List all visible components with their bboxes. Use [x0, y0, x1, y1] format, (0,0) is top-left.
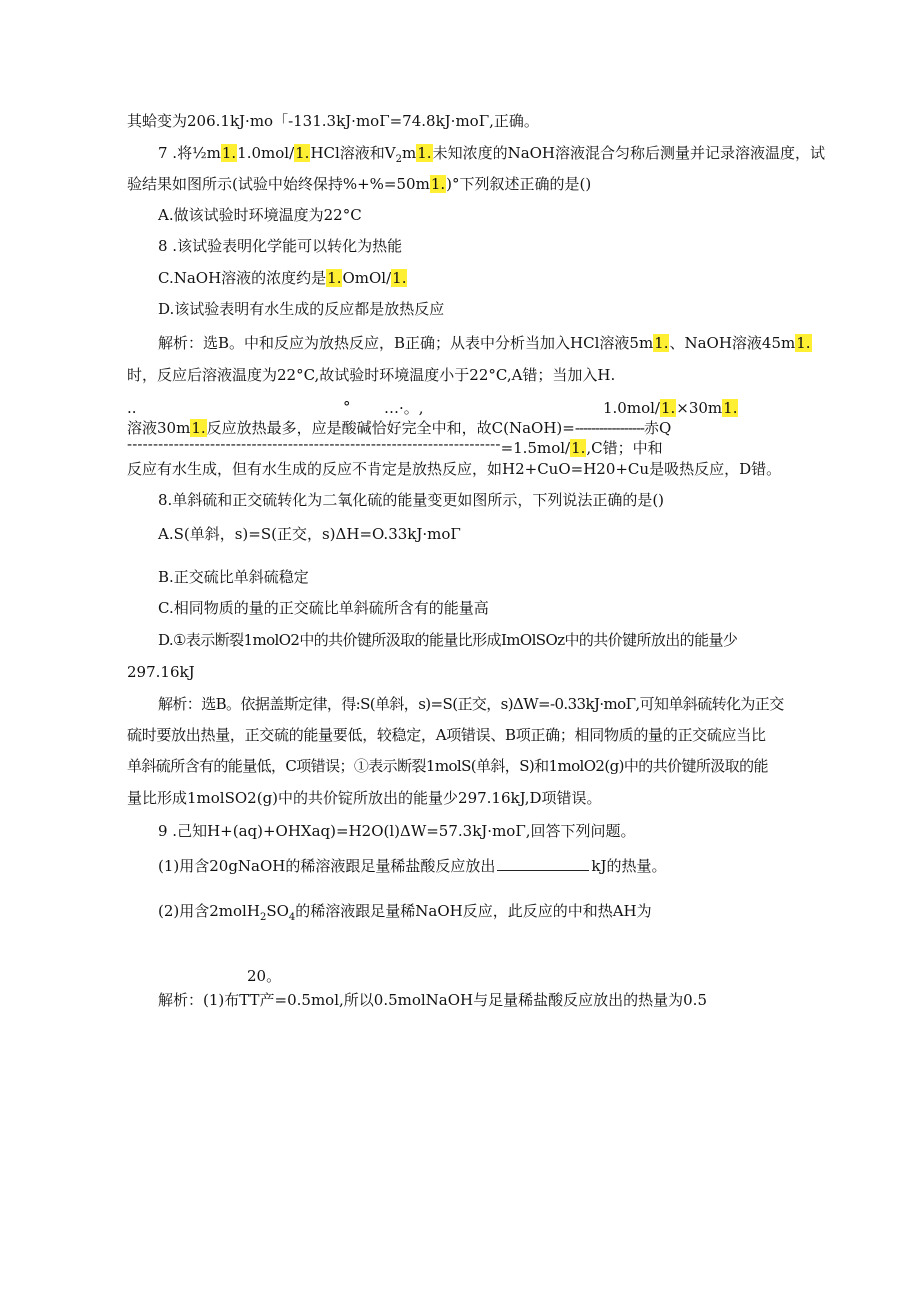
line-text: ,C错；中和 — [586, 439, 663, 457]
line-text: A.S(单斜，s)=S(正交，s)ΔH=O.33kJ·moΓ — [158, 525, 461, 543]
line-text: 解析：选B。依据盖斯定律，得:S(单斜，s)=S(正交，s)ΔW=-0.33kJ·moΓ,可知单斜硫转化为正交 — [158, 695, 784, 713]
option-d — [158, 299, 444, 319]
fragment-line — [343, 397, 351, 417]
line-text: )°下列叙述正确的是() — [446, 175, 592, 193]
line-text: C.相同物质的量的正交硫比单斜硫所含有的能量高 — [158, 599, 489, 617]
option-a — [158, 205, 362, 225]
option-b — [158, 236, 402, 256]
option-c — [158, 598, 489, 618]
line-text: 反应放热最多，应是酸碱恰好完全中和，故C(NaOH)= — [206, 419, 575, 437]
line-text: 赤Q — [644, 419, 672, 437]
answer-blank — [497, 856, 589, 871]
line-text: D.①表示断裂1molO2中的共价键所汲取的能量比形成ImOlSOz中的共价键所放出的能量少 — [158, 631, 738, 649]
analysis-line — [158, 990, 707, 1010]
line-text: C.NaOH溶液的浓度约是 — [158, 269, 327, 287]
subscript: 2 — [259, 912, 267, 923]
line-text: (1)用含20gNaOH的稀溶液跟足量稀盐酸反应放出 — [158, 857, 496, 875]
line-text: 溶液30m — [127, 419, 191, 437]
question-9 — [158, 821, 636, 841]
line-text: 解析：(1)布TT产=0.5mol,所以0.5molNaOH与足量稀盐酸反应放出的热量为0.5 — [158, 991, 707, 1009]
analysis-line — [127, 756, 768, 776]
subscript: 4 — [288, 912, 296, 923]
fraction-line — [127, 435, 663, 458]
dash-fill: ------------------------------------------------------------------------ — [127, 435, 501, 453]
text-line — [127, 111, 539, 131]
line-text: ° — [343, 398, 351, 416]
line-text: …·。, — [384, 399, 424, 417]
line-text: ×30m — [676, 399, 723, 417]
subscript: 2 — [395, 154, 403, 165]
line-text: 20。 — [247, 967, 282, 985]
line-text: 其蛤变为206.1kJ·mo「-131.3kJ·moΓ=74.8kJ·moΓ,正确。 — [127, 112, 539, 130]
dash-fill: ----------------- — [574, 419, 644, 437]
highlight-mark: 1. — [654, 334, 669, 352]
line-text: SO — [266, 902, 289, 920]
analysis-line — [127, 725, 766, 745]
line-text: 8 .该试验表明化学能可以转化为热能 — [158, 237, 403, 255]
line-text: 未知浓度的NaOH溶液混合匀称后测量并记录溶液温度，试 — [432, 144, 826, 162]
fragment-line — [127, 398, 137, 418]
highlight-mark: 1. — [327, 269, 342, 287]
line-text: 9 .己知H+(aq)+OHXaq)=H2O(l)ΔW=57.3kJ·moΓ,回答下列问题。 — [158, 822, 636, 840]
highlight-mark: 1. — [295, 144, 310, 162]
line-text: 量比形成1molSO2(g)中的共价锭所放出的能量少297.16kJ,D项错误。 — [127, 789, 602, 807]
line-text: D.该试验表明有水生成的反应都是放热反应 — [158, 300, 445, 318]
option-d — [158, 630, 737, 650]
text-line — [127, 662, 195, 682]
line-text: 反应有水生成，但有水生成的反应不肯定是放热反应，如H2+CuO=H20+Cu是吸热反应，D错。 — [127, 460, 782, 478]
option-c — [158, 268, 407, 288]
line-text: (2)用含2molH — [158, 902, 260, 920]
analysis-line — [127, 365, 615, 385]
line-text: 的稀溶液跟足量稀NaOH反应，此反应的中和热AH为 — [295, 902, 652, 920]
line-text: m — [402, 144, 417, 162]
highlight-mark: 1. — [221, 144, 237, 162]
line-text: A.做该试验时环境温度为22°C — [158, 206, 362, 224]
line-text: HCl溶液和V — [310, 144, 396, 162]
fragment-line — [384, 398, 424, 418]
line-text: OmOl/ — [342, 269, 392, 287]
question-8 — [158, 490, 664, 510]
line-text: 硫时要放出热量，正交硫的能量要低，较稳定，A项错误、B项正确；相同物质的量的正交硫应当比 — [127, 726, 766, 744]
highlight-mark: 1. — [392, 269, 407, 287]
analysis-line — [158, 694, 784, 714]
line-text: 解析：选B。中和反应为放热反应，B正确；从表中分析当加入HCl溶液5m — [158, 334, 654, 352]
highlight-mark: 1. — [660, 399, 676, 417]
line-text: 时，反应后溶液温度为22°C,故试验时环境温度小于22°C,A错；当加入H. — [127, 366, 616, 384]
line-text: =1.5mol/ — [500, 439, 571, 457]
option-b — [158, 567, 309, 587]
highlight-mark: 1. — [723, 399, 738, 417]
question-7 — [158, 143, 825, 163]
option-a — [158, 524, 461, 544]
highlight-mark: 1. — [571, 439, 586, 457]
line-text: 1.0mol/ — [603, 399, 660, 417]
analysis-line — [158, 333, 812, 353]
line-text: 297.16kJ — [127, 663, 195, 681]
line-text: 1.0mol/ — [237, 144, 295, 162]
analysis-line — [127, 459, 781, 479]
line-text: 验结果如图所示(试验中始终保持%+%=50m — [127, 175, 430, 193]
sub-question-1 — [158, 856, 667, 876]
line-text: kJ的热量。 — [591, 857, 667, 875]
line-text: 7 .将½m — [158, 144, 221, 162]
highlight-mark: 1. — [417, 144, 432, 162]
highlight-mark: 1. — [191, 419, 206, 437]
highlight-mark: 1. — [430, 175, 446, 193]
analysis-line — [127, 788, 602, 808]
line-text: 单斜硫所含有的能量低，C项错误；①表示断裂1molS(单斜，S)和1molO2(g)中的共价键所汲取的能 — [127, 757, 768, 775]
sub-question-2 — [158, 901, 652, 921]
line-text: .. — [127, 399, 137, 417]
line-text: B.正交硫比单斜硫稳定 — [158, 568, 309, 586]
text-line — [127, 174, 591, 194]
line-text: 、NaOH溶液45m — [669, 334, 796, 352]
fraction-numerator — [603, 398, 738, 418]
text-line — [247, 966, 281, 986]
line-text: 8.单斜硫和正交硫转化为二氧化硫的能量变更如图所示，下列说法正确的是() — [158, 491, 665, 509]
highlight-mark: 1. — [796, 334, 811, 352]
